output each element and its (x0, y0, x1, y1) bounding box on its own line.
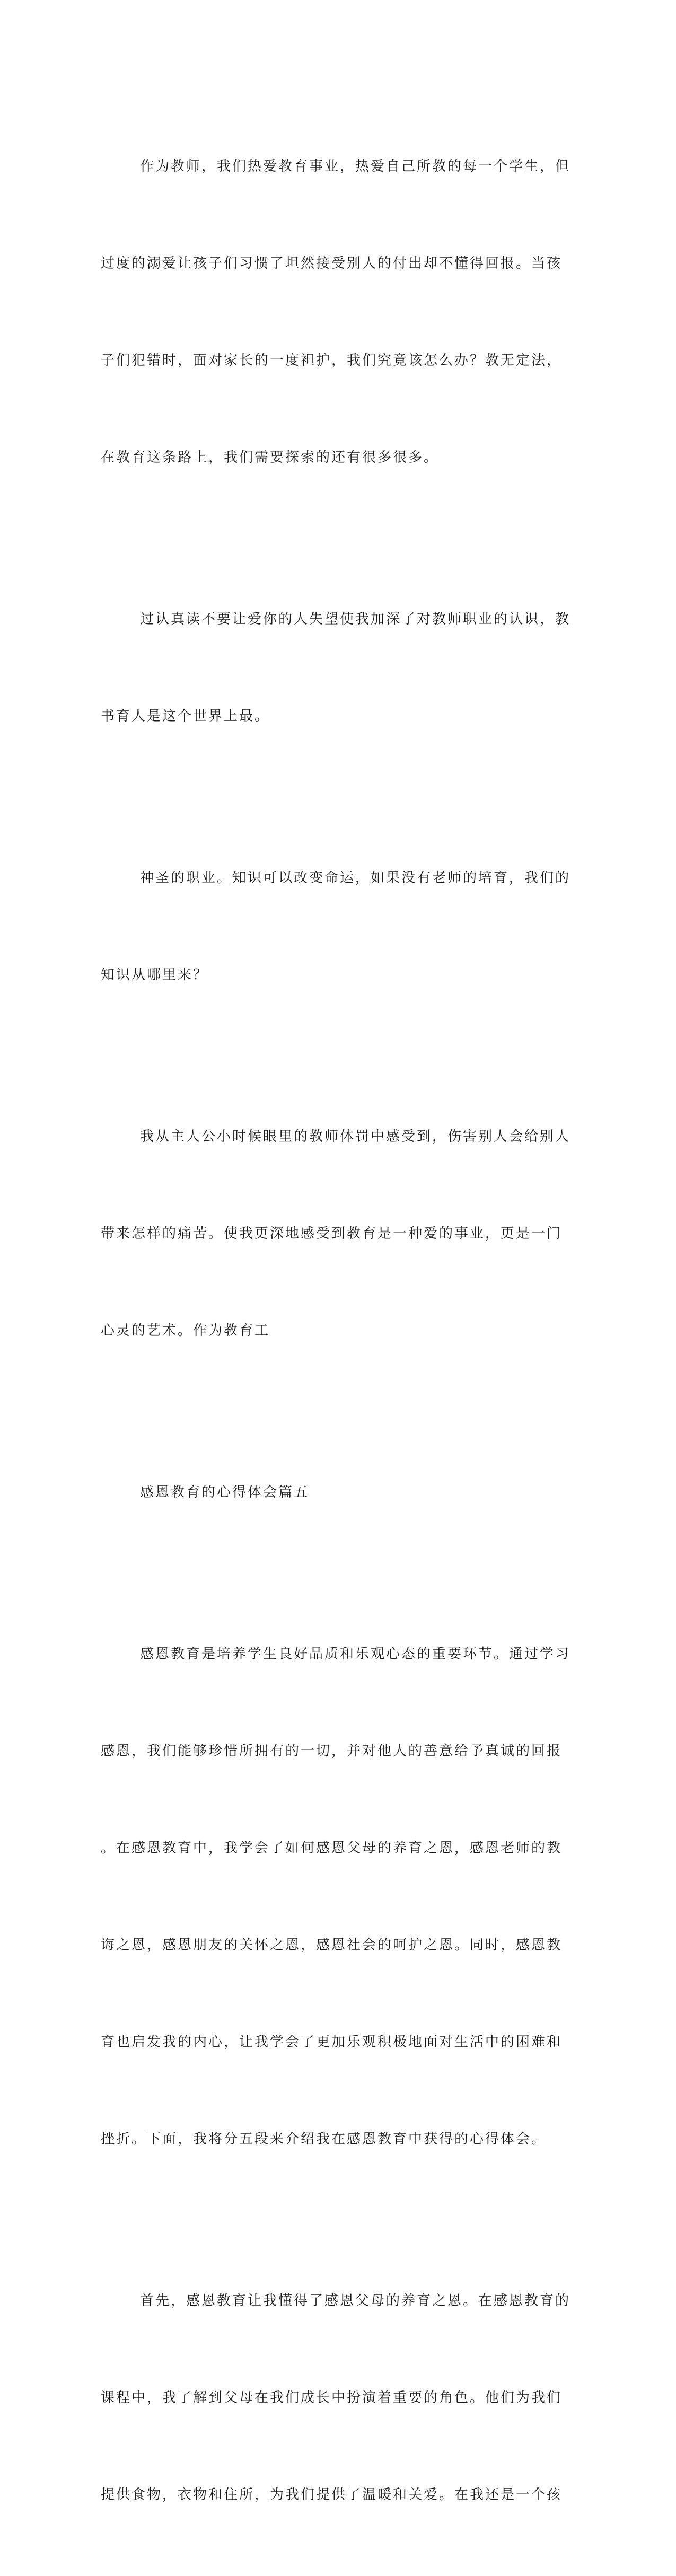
text-line: 过度的溺爱让孩子们习惯了坦然接受别人的付出却不懂得回报。当孩 (101, 256, 563, 271)
text-line: 提供食物，衣物和住所，为我们提供了温暖和关爱。在我还是一个孩 (101, 2487, 563, 2503)
text-line: 。在感恩教育中，我学会了如何感恩父母的养育之恩，感恩老师的教 (101, 1840, 563, 1856)
text-line: 过认真读不要让爱你的人失望使我加深了对教师职业的认识，教 (140, 611, 571, 627)
text-line: 心灵的艺术。作为教育工 (101, 1323, 270, 1339)
paragraph-5 (101, 1573, 573, 2220)
text-line: 神圣的职业。知识可以改变命运，如果没有老师的培育，我们的 (140, 870, 571, 886)
paragraph-2 (101, 539, 573, 797)
text-line: 育也启发我的内心，让我学会了更加乐观积极地面对生活中的困难和 (101, 2034, 563, 2050)
text-line: 感恩教育是培养学生良好品质和乐观心态的重要环节。通过学习 (140, 1646, 571, 1662)
text-line: 知识从哪里来？ (101, 967, 209, 983)
paragraph-6 (101, 2220, 573, 2576)
text-line: 作为教师，我们热爱教育事业，热爱自己所教的每一个学生，但 (140, 159, 571, 174)
text-line: 挫折。下面，我将分五段来介绍我在感恩教育中获得的心得体会。 (101, 2131, 547, 2147)
paragraph-4 (101, 1056, 573, 1412)
text-line: 我从主人公小时候眼里的教师体罚中感受到，伤害别人会给别人 (140, 1129, 571, 1145)
heading-text: 感恩教育的心得体会篇五 (140, 1484, 310, 1500)
text-line: 书育人是这个世界上最。 (101, 708, 270, 724)
paragraph-3 (101, 797, 573, 1056)
text-line: 感恩，我们能够珍惜所拥有的一切，并对他人的善意给予真诚的回报 (101, 1743, 563, 1759)
paragraph-1 (101, 86, 573, 539)
text-line: 首先，感恩教育让我懂得了感恩父母的养育之恩。在感恩教育的 (140, 2293, 571, 2309)
text-line: 子们犯错时，面对家长的一度袒护，我们究竟该怎么办？教无定法， (101, 353, 563, 368)
text-line: 在教育这条路上，我们需要探索的还有很多很多。 (101, 450, 440, 465)
text-line: 带来怎样的痛苦。使我更深地感受到教育是一种爱的事业，更是一门 (101, 1226, 563, 1242)
text-line: 诲之恩，感恩朋友的关怀之恩，感恩社会的呵护之恩。同时，感恩教 (101, 1937, 563, 1953)
document-body (101, 86, 573, 2576)
text-line: 课程中，我了解到父母在我们成长中扮演着重要的角色。他们为我们 (101, 2390, 563, 2406)
section-heading (101, 1412, 573, 1573)
